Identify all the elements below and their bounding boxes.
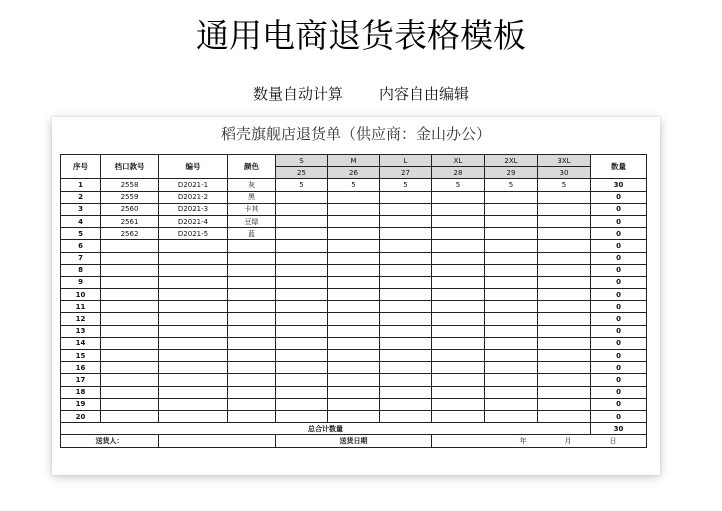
row-qty: 0 [591, 203, 647, 215]
row-color[interactable]: 黑 [228, 191, 276, 203]
row-size-xl[interactable] [432, 410, 485, 422]
row-size-m[interactable] [328, 337, 380, 349]
table-row [61, 203, 647, 215]
subtitle-auto-calc: 数量自动计算 [252, 85, 343, 103]
row-size-3xl[interactable] [538, 374, 591, 386]
row-size-3xl[interactable]: 5 [538, 179, 591, 191]
row-seq: 16 [61, 362, 101, 374]
row-size-s[interactable] [276, 240, 328, 252]
row-seq: 19 [61, 398, 101, 410]
row-seq: 10 [61, 289, 101, 301]
table-row [61, 240, 647, 252]
row-size-m[interactable] [328, 228, 380, 240]
row-stall-code[interactable] [101, 264, 159, 276]
row-color[interactable] [228, 240, 276, 252]
row-size-2xl[interactable] [485, 191, 538, 203]
header-color: 颜色 [228, 155, 276, 179]
row-size-2xl[interactable] [485, 228, 538, 240]
size-code-28: 28 [432, 167, 485, 179]
row-size-m[interactable] [328, 203, 380, 215]
subtitle-free-edit: 内容自由编辑 [379, 85, 470, 103]
size-label-2xl: 2XL [485, 155, 538, 167]
row-size-3xl[interactable] [538, 228, 591, 240]
row-stall-code[interactable]: 2562 [101, 228, 159, 240]
row-size-m[interactable] [328, 386, 380, 398]
row-size-2xl[interactable]: 5 [485, 179, 538, 191]
row-size-m[interactable] [328, 362, 380, 374]
row-size-2xl[interactable] [485, 362, 538, 374]
row-code[interactable] [159, 252, 228, 264]
row-code[interactable] [159, 410, 228, 422]
row-size-m[interactable] [328, 301, 380, 313]
row-size-m[interactable]: 5 [328, 179, 380, 191]
row-size-l[interactable] [380, 240, 432, 252]
table-row [61, 276, 647, 288]
row-size-l[interactable] [380, 313, 432, 325]
row-size-3xl[interactable] [538, 398, 591, 410]
row-size-m[interactable] [328, 276, 380, 288]
day-label: 日 [609, 436, 617, 445]
row-size-m[interactable] [328, 215, 380, 227]
row-qty: 0 [591, 313, 647, 325]
total-value: 30 [591, 423, 647, 435]
table-row [61, 228, 647, 240]
row-code[interactable] [159, 264, 228, 276]
row-code[interactable]: D2021-1 [159, 179, 228, 191]
row-size-s[interactable] [276, 337, 328, 349]
table-row [61, 398, 647, 410]
size-code-25: 25 [276, 167, 328, 179]
row-size-m[interactable] [328, 289, 380, 301]
row-size-2xl[interactable] [485, 301, 538, 313]
size-code-27: 27 [380, 167, 432, 179]
row-size-m[interactable] [328, 191, 380, 203]
row-size-3xl[interactable] [538, 252, 591, 264]
row-stall-code[interactable] [101, 386, 159, 398]
row-size-l[interactable]: 5 [380, 179, 432, 191]
row-size-l[interactable] [380, 337, 432, 349]
row-size-l[interactable] [380, 289, 432, 301]
row-color[interactable] [228, 276, 276, 288]
row-size-2xl[interactable] [485, 240, 538, 252]
row-stall-code[interactable] [101, 374, 159, 386]
row-code[interactable] [159, 337, 228, 349]
row-size-l[interactable] [380, 203, 432, 215]
row-size-2xl[interactable] [485, 410, 538, 422]
row-stall-code[interactable] [101, 301, 159, 313]
row-size-l[interactable] [380, 398, 432, 410]
row-size-xl[interactable] [432, 203, 485, 215]
row-size-s[interactable] [276, 374, 328, 386]
row-code[interactable] [159, 240, 228, 252]
month-label: 月 [564, 436, 572, 445]
row-code[interactable] [159, 374, 228, 386]
row-size-m[interactable] [328, 264, 380, 276]
row-color[interactable]: 卡其 [228, 203, 276, 215]
row-stall-code[interactable] [101, 337, 159, 349]
row-size-3xl[interactable] [538, 301, 591, 313]
row-stall-code[interactable] [101, 410, 159, 422]
row-size-xl[interactable] [432, 398, 485, 410]
table-row [61, 350, 647, 362]
row-size-2xl[interactable] [485, 252, 538, 264]
row-size-s[interactable] [276, 301, 328, 313]
row-size-s[interactable] [276, 289, 328, 301]
row-seq: 20 [61, 410, 101, 422]
row-qty: 0 [591, 374, 647, 386]
row-size-xl[interactable] [432, 264, 485, 276]
table-row [61, 410, 647, 422]
row-size-2xl[interactable] [485, 337, 538, 349]
row-stall-code[interactable] [101, 289, 159, 301]
row-code[interactable]: D2021-5 [159, 228, 228, 240]
row-size-xl[interactable] [432, 350, 485, 362]
row-size-2xl[interactable] [485, 215, 538, 227]
row-size-3xl[interactable] [538, 362, 591, 374]
row-code[interactable]: D2021-3 [159, 203, 228, 215]
row-color[interactable]: 灰 [228, 179, 276, 191]
row-code[interactable] [159, 386, 228, 398]
row-size-s[interactable] [276, 215, 328, 227]
row-size-xl[interactable] [432, 362, 485, 374]
row-stall-code[interactable] [101, 313, 159, 325]
row-qty: 0 [591, 350, 647, 362]
sender-label: 送货人： [61, 435, 159, 447]
table-body [61, 155, 647, 448]
row-qty: 0 [591, 410, 647, 422]
row-stall-code[interactable]: 2558 [101, 179, 159, 191]
row-seq: 4 [61, 215, 101, 227]
row-size-2xl[interactable] [485, 398, 538, 410]
row-size-2xl[interactable] [485, 203, 538, 215]
row-size-2xl[interactable] [485, 276, 538, 288]
row-size-3xl[interactable] [538, 313, 591, 325]
row-code[interactable] [159, 301, 228, 313]
header-code: 编号 [159, 155, 228, 179]
row-size-3xl[interactable] [538, 410, 591, 422]
row-color[interactable] [228, 264, 276, 276]
size-label-s: S [276, 155, 328, 167]
row-size-m[interactable] [328, 313, 380, 325]
row-qty: 0 [591, 191, 647, 203]
row-size-m[interactable] [328, 410, 380, 422]
row-qty: 0 [591, 252, 647, 264]
row-size-xl[interactable] [432, 240, 485, 252]
row-seq: 15 [61, 350, 101, 362]
table-row [61, 252, 647, 264]
row-seq: 8 [61, 264, 101, 276]
row-size-xl[interactable]: 5 [432, 179, 485, 191]
row-size-2xl[interactable] [485, 289, 538, 301]
row-stall-code[interactable] [101, 252, 159, 264]
row-color[interactable] [228, 398, 276, 410]
row-size-l[interactable] [380, 362, 432, 374]
row-color[interactable] [228, 374, 276, 386]
row-size-s[interactable] [276, 191, 328, 203]
row-code[interactable]: D2021-2 [159, 191, 228, 203]
total-row [61, 423, 647, 435]
row-size-3xl[interactable] [538, 191, 591, 203]
table-row [61, 301, 647, 313]
table-row [61, 337, 647, 349]
row-size-m[interactable] [328, 240, 380, 252]
sheet-title: 稻壳旗舰店退货单（供应商：金山办公） [220, 125, 491, 143]
row-size-xl[interactable] [432, 337, 485, 349]
row-size-3xl[interactable] [538, 386, 591, 398]
size-label-l: L [380, 155, 432, 167]
row-size-xl[interactable] [432, 325, 485, 337]
row-code[interactable] [159, 325, 228, 337]
row-size-3xl[interactable] [538, 203, 591, 215]
row-size-l[interactable] [380, 386, 432, 398]
subtitle [0, 83, 722, 105]
row-size-l[interactable] [380, 264, 432, 276]
row-color[interactable]: 豆绿 [228, 215, 276, 227]
row-size-s[interactable] [276, 313, 328, 325]
row-stall-code[interactable] [101, 276, 159, 288]
row-size-s[interactable] [276, 203, 328, 215]
row-color[interactable] [228, 313, 276, 325]
row-size-xl[interactable] [432, 276, 485, 288]
row-qty: 0 [591, 228, 647, 240]
row-size-l[interactable] [380, 301, 432, 313]
row-size-m[interactable] [328, 325, 380, 337]
row-seq: 6 [61, 240, 101, 252]
row-color[interactable] [228, 410, 276, 422]
row-qty: 0 [591, 240, 647, 252]
row-size-s[interactable] [276, 398, 328, 410]
row-size-l[interactable] [380, 228, 432, 240]
row-size-xl[interactable] [432, 228, 485, 240]
row-size-s[interactable] [276, 276, 328, 288]
row-size-xl[interactable] [432, 386, 485, 398]
row-size-m[interactable] [328, 252, 380, 264]
delivery-date-value[interactable] [432, 435, 647, 447]
row-qty: 0 [591, 386, 647, 398]
row-stall-code[interactable] [101, 325, 159, 337]
row-size-m[interactable] [328, 350, 380, 362]
row-size-l[interactable] [380, 374, 432, 386]
row-color[interactable] [228, 252, 276, 264]
row-size-3xl[interactable] [538, 337, 591, 349]
row-size-3xl[interactable] [538, 350, 591, 362]
table-row [61, 215, 647, 227]
row-size-s[interactable] [276, 410, 328, 422]
row-size-2xl[interactable] [485, 264, 538, 276]
row-size-s[interactable] [276, 228, 328, 240]
row-size-2xl[interactable] [485, 325, 538, 337]
row-code[interactable]: D2021-4 [159, 215, 228, 227]
sender-value[interactable] [159, 435, 276, 447]
return-table [60, 154, 647, 448]
row-code[interactable] [159, 350, 228, 362]
row-code[interactable] [159, 289, 228, 301]
row-size-xl[interactable] [432, 313, 485, 325]
table-row [61, 289, 647, 301]
row-size-s[interactable] [276, 264, 328, 276]
header-stall-code: 档口款号 [101, 155, 159, 179]
row-qty: 0 [591, 325, 647, 337]
row-stall-code[interactable] [101, 398, 159, 410]
row-seq: 7 [61, 252, 101, 264]
row-seq: 12 [61, 313, 101, 325]
year-label: 年 [519, 436, 527, 445]
row-size-l[interactable] [380, 276, 432, 288]
row-size-3xl[interactable] [538, 264, 591, 276]
size-label-xl: XL [432, 155, 485, 167]
table-row [61, 374, 647, 386]
row-stall-code[interactable]: 2560 [101, 203, 159, 215]
row-stall-code[interactable]: 2561 [101, 215, 159, 227]
row-size-xl[interactable] [432, 301, 485, 313]
page-title: 通用电商退货表格模板 [196, 16, 526, 55]
size-label-3xl: 3XL [538, 155, 591, 167]
row-qty: 0 [591, 301, 647, 313]
row-qty: 0 [591, 276, 647, 288]
row-stall-code[interactable] [101, 362, 159, 374]
row-color[interactable] [228, 301, 276, 313]
row-size-2xl[interactable] [485, 374, 538, 386]
row-size-l[interactable] [380, 325, 432, 337]
total-label: 总合计数量 [61, 423, 591, 435]
row-code[interactable] [159, 362, 228, 374]
table-row [61, 179, 647, 191]
size-code-26: 26 [328, 167, 380, 179]
table-row [61, 325, 647, 337]
row-size-xl[interactable] [432, 252, 485, 264]
row-size-l[interactable] [380, 410, 432, 422]
table-row [61, 313, 647, 325]
table-row [61, 362, 647, 374]
row-size-s[interactable] [276, 252, 328, 264]
row-size-s[interactable] [276, 362, 328, 374]
row-size-s[interactable] [276, 325, 328, 337]
row-seq: 18 [61, 386, 101, 398]
header-row-sizes [61, 155, 647, 167]
row-qty: 0 [591, 362, 647, 374]
row-size-3xl[interactable] [538, 215, 591, 227]
row-size-l[interactable] [380, 191, 432, 203]
row-size-l[interactable] [380, 252, 432, 264]
row-size-s[interactable] [276, 350, 328, 362]
row-size-2xl[interactable] [485, 386, 538, 398]
row-color[interactable] [228, 350, 276, 362]
table-row [61, 386, 647, 398]
row-color[interactable] [228, 289, 276, 301]
row-seq: 1 [61, 179, 101, 191]
row-color[interactable]: 蓝 [228, 228, 276, 240]
header-qty: 数量 [591, 155, 647, 179]
row-size-xl[interactable] [432, 289, 485, 301]
row-qty: 0 [591, 398, 647, 410]
row-seq: 3 [61, 203, 101, 215]
row-size-3xl[interactable] [538, 276, 591, 288]
footer-row [61, 435, 647, 447]
return-sheet [52, 117, 660, 475]
row-seq: 2 [61, 191, 101, 203]
row-color[interactable] [228, 325, 276, 337]
row-size-2xl[interactable] [485, 313, 538, 325]
row-size-3xl[interactable] [538, 325, 591, 337]
row-size-s[interactable]: 5 [276, 179, 328, 191]
row-size-3xl[interactable] [538, 240, 591, 252]
row-size-s[interactable] [276, 386, 328, 398]
row-seq: 5 [61, 228, 101, 240]
table-row [61, 191, 647, 203]
row-seq: 13 [61, 325, 101, 337]
row-size-xl[interactable] [432, 374, 485, 386]
row-size-m[interactable] [328, 374, 380, 386]
row-size-l[interactable] [380, 215, 432, 227]
size-code-29: 29 [485, 167, 538, 179]
row-qty: 0 [591, 264, 647, 276]
row-qty: 0 [591, 337, 647, 349]
row-stall-code[interactable]: 2559 [101, 191, 159, 203]
row-size-2xl[interactable] [485, 350, 538, 362]
size-code-30: 30 [538, 167, 591, 179]
table-row [61, 264, 647, 276]
row-color[interactable] [228, 386, 276, 398]
row-code[interactable] [159, 276, 228, 288]
header-seq: 序号 [61, 155, 101, 179]
row-stall-code[interactable] [101, 240, 159, 252]
row-size-m[interactable] [328, 398, 380, 410]
size-label-m: M [328, 155, 380, 167]
row-qty: 30 [591, 179, 647, 191]
row-size-xl[interactable] [432, 215, 485, 227]
row-color[interactable] [228, 362, 276, 374]
row-stall-code[interactable] [101, 350, 159, 362]
row-seq: 17 [61, 374, 101, 386]
row-size-3xl[interactable] [538, 289, 591, 301]
row-code[interactable] [159, 313, 228, 325]
row-size-xl[interactable] [432, 191, 485, 203]
row-seq: 14 [61, 337, 101, 349]
row-code[interactable] [159, 398, 228, 410]
row-seq: 11 [61, 301, 101, 313]
row-size-l[interactable] [380, 350, 432, 362]
row-qty: 0 [591, 289, 647, 301]
row-color[interactable] [228, 337, 276, 349]
row-qty: 0 [591, 215, 647, 227]
delivery-date-label: 送货日期 [276, 435, 432, 447]
row-seq: 9 [61, 276, 101, 288]
